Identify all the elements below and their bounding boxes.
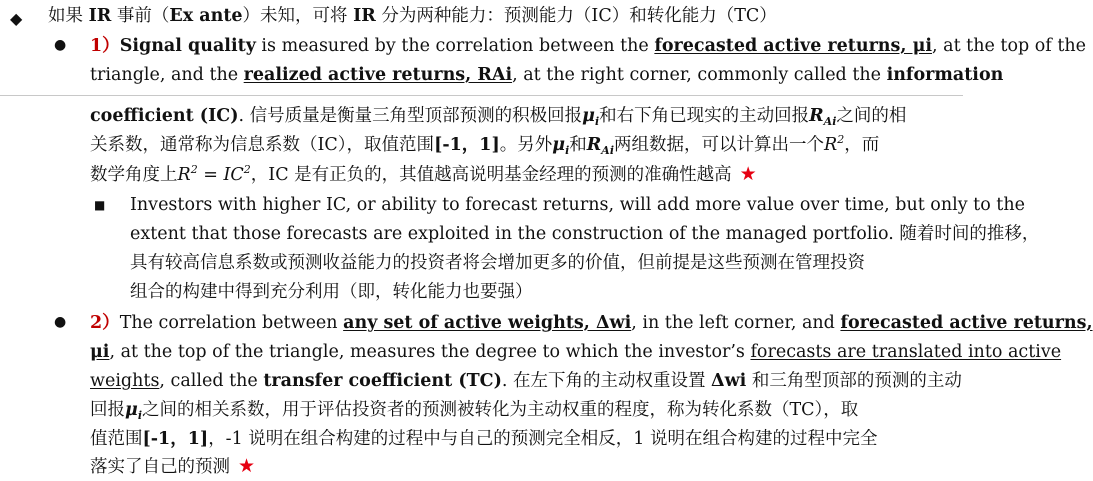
item2-term: forecasted active returns, <box>840 313 1093 333</box>
item1-term: coefficient (IC) <box>90 106 239 126</box>
item2-text: , at the top of the triangle, measures the degree to which the investor’s <box>109 342 751 362</box>
item1-line-5 <box>90 162 757 187</box>
item2-underlined-text: forecasts are translated into active <box>750 342 1062 362</box>
item1-text: 之间的相 <box>836 106 907 126</box>
item1-term: Signal quality <box>119 36 256 56</box>
sub1-line-1: Investors with higher IC, or ability to forecast returns, will add more value over time, but only to the <box>130 195 1025 215</box>
item2-term: any set of active weights, Δwi <box>343 313 632 333</box>
header-line <box>48 4 777 28</box>
ra-symbol: $R_{Ai}$ <box>586 135 615 157</box>
item1-range: [-1，1] <box>434 135 500 155</box>
header-text: ）未知，可将 <box>242 6 354 26</box>
item2-term: μi <box>90 342 110 362</box>
header-bullet-icon: ◆ <box>10 9 23 28</box>
header-text: 预测能力（IC）和转化能力（TC） <box>503 6 777 26</box>
item1-text: 数学角度上 <box>90 165 178 185</box>
item1-text: triangle, and the <box>90 65 244 85</box>
mu-symbol: $\mu_i$ <box>552 135 570 157</box>
star-icon: ★ <box>238 455 256 477</box>
item1-term: information <box>886 65 1004 85</box>
r-squared-symbol: $R^2$ <box>824 133 845 155</box>
sub1-line-2: extent that those forecasts are exploited in the construction of the managed portfolio. 随着时间的推移， <box>130 224 1040 244</box>
item1-line-3 <box>90 104 906 128</box>
header-text: 分为两种能力： <box>375 6 504 26</box>
item2-line-1 <box>90 311 1093 335</box>
sub1-line-3: 具有较高信息系数或预测收益能力的投资者将会增加更多的价值，但前提是这些预测在管理投资 <box>130 253 865 273</box>
item1-text: 。另外 <box>499 135 553 155</box>
sub1-line-4: 组合的构建中得到充分利用（即，转化能力也要强） <box>130 282 533 302</box>
star-icon: ★ <box>739 163 757 185</box>
r2-equals-ic2-formula: $R^2 = IC^2$ <box>177 163 251 185</box>
item2-line-3 <box>90 369 962 393</box>
header-text: Ex ante <box>169 6 243 26</box>
item1-text: is measured by the correlation between the <box>255 36 655 56</box>
item1-bullet-icon: ● <box>54 37 67 53</box>
divider <box>0 95 963 96</box>
item1-text: , at the right corner, commonly called the <box>512 65 887 85</box>
mu-symbol: $\mu_i$ <box>582 106 600 128</box>
item2-bullet-icon: ● <box>54 314 67 330</box>
item1-line-2 <box>90 63 1003 87</box>
item2-text: ，-1 说明在组合构建的过程中与自己的预测完全相反，1 说明在组合构建的过程中完全 <box>208 429 878 449</box>
header-text: IR <box>88 6 112 26</box>
item2-text: 回报 <box>90 400 125 420</box>
item1-term: realized active returns, RAi <box>243 65 513 85</box>
item2-text: , called the <box>159 371 264 391</box>
item2-text: , in the left corner, and <box>631 313 841 333</box>
item2-term: transfer coefficient (TC) <box>263 371 502 391</box>
ra-symbol: $R_{Ai}$ <box>809 106 837 128</box>
item1-text: ，而 <box>844 135 880 155</box>
item2-line-2 <box>90 340 1061 364</box>
item1-line-4 <box>90 133 879 157</box>
item2-text: 值范围 <box>90 429 143 449</box>
item1-text: . 信号质量是衡量三角型顶部预测的积极回报 <box>238 106 583 126</box>
header-text: 事前（ <box>111 6 170 26</box>
item1-term: forecasted active returns, μi <box>654 36 933 56</box>
item1-text: 两组数据，可以计算出一个 <box>614 135 825 155</box>
item2-term: Δwi <box>711 371 747 391</box>
item1-number: 1） <box>90 36 120 56</box>
item2-text: The correlation between <box>119 313 344 333</box>
item1-line-1 <box>90 34 1086 58</box>
item2-line-6 <box>90 454 255 479</box>
item2-range: [-1，1] <box>142 429 209 449</box>
item2-number: 2） <box>90 313 120 333</box>
item2-line-4 <box>90 398 858 422</box>
item2-underlined-text: weights <box>90 371 160 391</box>
item2-text: . 在左下角的主动权重设置 <box>501 371 712 391</box>
item1-text: 关系数，通常称为信息系数（IC），取值范围 <box>90 135 435 155</box>
mu-symbol: $\mu_i$ <box>125 400 142 422</box>
item2-text: 落实了自己的预测 <box>90 457 230 477</box>
header-text: IR <box>353 6 376 26</box>
header-text: 如果 <box>48 6 89 26</box>
item2-text: 之间的相关系数，用于评估投资者的预测被转化为主动权重的程度，称为转化系数（TC），取 <box>142 400 859 420</box>
item1-text: ，IC 是有正负的，其值越高说明基金经理的预测的准确性越高 <box>250 165 732 185</box>
item2-line-5 <box>90 427 878 451</box>
item1-text: 和右下角已现实的主动回报 <box>599 106 810 126</box>
item1-text: 和 <box>569 135 587 155</box>
item1-text: , at the top of the <box>932 36 1086 56</box>
sub1-bullet-icon: ■ <box>94 198 106 212</box>
item2-text: 和三角型顶部的预测的主动 <box>746 371 962 391</box>
